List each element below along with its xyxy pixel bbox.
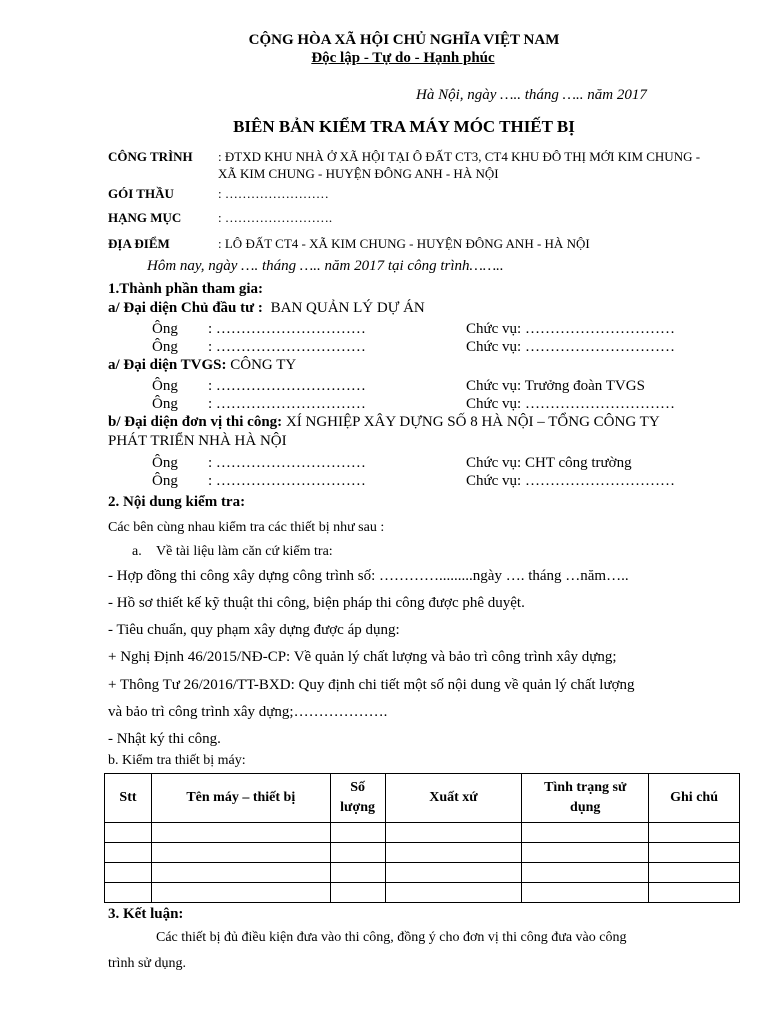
owner-label: a/ Đại diện Chủ đầu tư :: [108, 300, 263, 316]
table-cell[interactable]: [105, 843, 152, 863]
document-title: BIÊN BẢN KIỂM TRA MÁY MÓC THIẾT BỊ: [233, 117, 575, 136]
col-qty-line-1: Số: [350, 780, 365, 795]
table-cell[interactable]: [330, 823, 385, 843]
doc-line-5: + Thông Tư 26/2016/TT-BXD: Quy định chi tiết một số nội dung về quản lý chất lượng: [108, 677, 635, 693]
rep-role-5: Chức vụ: CHT công trường: [466, 455, 632, 471]
cong-trinh-label: CÔNG TRÌNH: [108, 149, 193, 164]
rep-ong-2: Ông: [152, 339, 178, 355]
table-cell[interactable]: [330, 863, 385, 883]
rep-name-6: : …………………………: [208, 473, 366, 489]
table-row: [105, 883, 740, 903]
col-origin: Xuất xứ: [385, 774, 522, 823]
rep-role-1: Chức vụ: …………………………: [466, 321, 675, 337]
table-row: [105, 863, 740, 883]
table-header-row: [105, 774, 740, 823]
table-cell[interactable]: [385, 863, 522, 883]
col-status: [522, 774, 649, 823]
table-row: [105, 843, 740, 863]
doc-line-2: - Hồ sơ thiết kế kỹ thuật thi công, biện pháp thi công được phê duyệt.: [108, 595, 525, 611]
rep-name-2: : …………………………: [208, 339, 366, 355]
owner-value: BAN QUẢN LÝ DỰ ÁN: [270, 300, 425, 316]
table-cell[interactable]: [151, 863, 330, 883]
intro-line: Hôm nay, ngày …. tháng ….. năm 2017 tại công trình……..: [147, 258, 504, 274]
rep-ong-4: Ông: [152, 396, 178, 412]
goi-thau-label: GÓI THẦU: [108, 186, 174, 201]
section2-intro: Các bên cùng nhau kiểm tra các thiết bị như sau :: [108, 520, 385, 535]
rep-ong-6: Ông: [152, 473, 178, 489]
table-cell[interactable]: [151, 823, 330, 843]
table-cell[interactable]: [649, 883, 740, 903]
cong-trinh-value: : ĐTXD KHU NHÀ Ở XÃ HỘI TẠI Ô ĐẤT CT3, CT4 KHU ĐÔ THỊ MỚI KIM CHUNG -: [218, 149, 701, 164]
table-cell[interactable]: [522, 883, 649, 903]
doc-line-1: - Hợp đồng thi công xây dựng công trình số: ………….........ngày …. tháng …năm…..: [108, 568, 629, 584]
table-cell[interactable]: [522, 863, 649, 883]
rep-role-6: Chức vụ: …………………………: [466, 473, 675, 489]
doc-line-7: - Nhật ký thi công.: [108, 731, 221, 747]
table-cell[interactable]: [330, 843, 385, 863]
rep-name-5: : …………………………: [208, 455, 366, 471]
country-name: CỘNG HÒA XÃ HỘI CHỦ NGHĨA VIỆT NAM: [248, 32, 560, 48]
tvgs-line: [108, 357, 296, 374]
table-cell[interactable]: [385, 843, 522, 863]
motto: Độc lập - Tự do - Hạnh phúc: [311, 50, 495, 66]
section3-heading: 3. Kết luận:: [108, 906, 184, 922]
rep-ong-3: Ông: [152, 378, 178, 394]
conclusion-line-1: Các thiết bị đủ điều kiện đưa vào thi công, đồng ý cho đơn vị thi công đưa vào công: [156, 930, 627, 945]
dia-diem-label: ĐỊA ĐIỂM: [108, 236, 170, 251]
doc-line-6: và bảo trì công trình xây dựng;……………….: [108, 704, 388, 720]
table-cell[interactable]: [385, 823, 522, 843]
table-cell[interactable]: [522, 843, 649, 863]
doc-line-3: - Tiêu chuẩn, quy phạm xây dựng được áp dụng:: [108, 622, 400, 638]
rep-name-3: : …………………………: [208, 378, 366, 394]
section2-heading: 2. Nội dung kiểm tra:: [108, 494, 246, 510]
col-stt: Stt: [105, 774, 152, 823]
item-a-text: Về tài liệu làm căn cứ kiểm tra:: [156, 544, 333, 559]
col-status-line-2: dụng: [570, 800, 601, 815]
contractor-line: [108, 414, 660, 431]
table-cell[interactable]: [105, 863, 152, 883]
conclusion-line-2: trình sử dụng.: [108, 956, 186, 971]
section1-heading: 1.Thành phần tham gia:: [108, 281, 264, 297]
rep-name-4: : …………………………: [208, 396, 366, 412]
hang-muc-label: HẠNG MỤC: [108, 210, 182, 225]
col-qty: [330, 774, 385, 823]
col-note: Ghi chú: [649, 774, 740, 823]
rep-name-1: : …………………………: [208, 321, 366, 337]
table-cell[interactable]: [649, 863, 740, 883]
equipment-table: [104, 773, 740, 903]
owner-line: [108, 300, 425, 317]
hang-muc-value: : …………………….: [218, 210, 333, 225]
dia-diem-value: : LÔ ĐẤT CT4 - XÃ KIM CHUNG - HUYỆN ĐÔNG ANH - HÀ NỘI: [218, 236, 590, 251]
table-cell[interactable]: [151, 843, 330, 863]
table-cell[interactable]: [649, 843, 740, 863]
table-cell[interactable]: [105, 883, 152, 903]
place-date: Hà Nội, ngày ….. tháng ….. năm 2017: [416, 87, 647, 103]
rep-role-3: Chức vụ: Trưởng đoàn TVGS: [466, 378, 645, 394]
col-status-line-1: Tình trạng sử: [544, 780, 627, 795]
tvgs-label: a/ Đại diện TVGS:: [108, 357, 227, 373]
contractor-value-2: PHÁT TRIỂN NHÀ HÀ NỘI: [108, 433, 287, 449]
rep-role-2: Chức vụ: …………………………: [466, 339, 675, 355]
item-a-marker: a.: [132, 544, 142, 559]
contractor-label: b/ Đại diện đơn vị thi công:: [108, 414, 283, 430]
table-cell[interactable]: [105, 823, 152, 843]
goi-thau-value: : ……………………: [218, 186, 329, 201]
table-cell[interactable]: [385, 883, 522, 903]
col-name: Tên máy – thiết bị: [151, 774, 330, 823]
col-qty-line-2: lượng: [340, 800, 375, 815]
rep-ong-1: Ông: [152, 321, 178, 337]
table-cell[interactable]: [330, 883, 385, 903]
cong-trinh-value-2: XÃ KIM CHUNG - HUYỆN ĐÔNG ANH - HÀ NỘI: [218, 166, 499, 181]
table-cell[interactable]: [522, 823, 649, 843]
table-row: [105, 823, 740, 843]
rep-role-4: Chức vụ: …………………………: [466, 396, 675, 412]
table-cell[interactable]: [649, 823, 740, 843]
tvgs-value: CÔNG TY: [230, 357, 297, 373]
rep-ong-5: Ông: [152, 455, 178, 471]
doc-line-4: + Nghị Định 46/2015/NĐ-CP: Về quản lý chất lượng và bảo trì công trình xây dựng;: [108, 649, 617, 665]
contractor-value: XÍ NGHIỆP XÂY DỰNG SỐ 8 HÀ NỘI – TỔNG CÔNG TY: [285, 414, 660, 430]
item-b-text: b. Kiểm tra thiết bị máy:: [108, 753, 246, 768]
table-cell[interactable]: [151, 883, 330, 903]
